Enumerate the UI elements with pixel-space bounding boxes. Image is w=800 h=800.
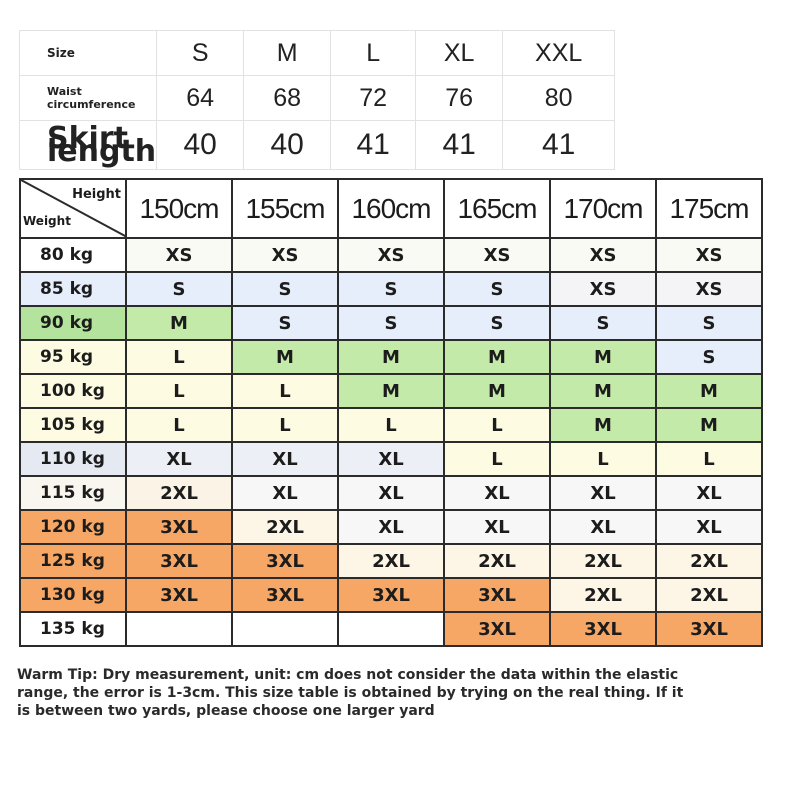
size-chart-row [20,306,762,340]
size-chart-row [20,238,762,272]
weight-label: 105 kg [20,408,126,442]
size-chart-row [20,476,762,510]
weight-label: 100 kg [20,374,126,408]
size-cell: XS [232,238,338,272]
skirt-length-row [20,121,615,170]
skirt-length-value: 40 [157,121,244,170]
size-cell: S [232,306,338,340]
size-cell: 2XL [656,544,762,578]
size-cell: XS [550,238,656,272]
size-cell: S [338,272,444,306]
size-cell: M [232,340,338,374]
size-cell: 2XL [126,476,232,510]
weight-label: 125 kg [20,544,126,578]
height-header: 175cm [656,179,762,238]
height-header: 155cm [232,179,338,238]
weight-label: 135 kg [20,612,126,646]
weight-label: 95 kg [20,340,126,374]
size-cell: XL [126,442,232,476]
size-cell: XL [550,476,656,510]
size-cell: 3XL [338,578,444,612]
size-label: XL [416,31,503,76]
size-cell: XL [444,476,550,510]
waist-value: 72 [331,76,416,121]
skirt-length-label: Skirt length [20,121,157,170]
skirt-length-value: 41 [331,121,416,170]
size-cell: M [550,374,656,408]
size-cell: XS [338,238,444,272]
size-label: L [331,31,416,76]
size-cell: S [232,272,338,306]
size-cell: XS [550,272,656,306]
size-cell: 3XL [656,612,762,646]
height-header: 150cm [126,179,232,238]
height-header: 165cm [444,179,550,238]
size-label: XXL [503,31,615,76]
size-cell: 2XL [656,578,762,612]
size-cell: L [126,374,232,408]
size-label: S [157,31,244,76]
waist-value: 64 [157,76,244,121]
waist-value: 80 [503,76,615,121]
size-chart-table [19,178,763,647]
size-cell: M [656,374,762,408]
weight-label: 130 kg [20,578,126,612]
size-cell: XL [656,510,762,544]
size-cell: M [656,408,762,442]
size-chart-row [20,340,762,374]
size-cell: M [126,306,232,340]
measurement-header-row [20,31,615,76]
size-cell: XS [656,238,762,272]
size-cell: 2XL [232,510,338,544]
size-cell: L [656,442,762,476]
size-cell: 3XL [126,544,232,578]
size-chart-row [20,374,762,408]
weight-label: 115 kg [20,476,126,510]
size-cell: S [444,272,550,306]
size-cell: XL [444,510,550,544]
weight-label: 80 kg [20,238,126,272]
size-chart-row [20,510,762,544]
size-cell: L [444,408,550,442]
size-cell: 3XL [550,612,656,646]
size-cell: S [338,306,444,340]
size-cell: XL [550,510,656,544]
size-cell [232,612,338,646]
size-cell: XL [338,476,444,510]
size-cell: XL [232,442,338,476]
size-cell: 2XL [550,578,656,612]
size-cell: M [444,340,550,374]
size-cell: 3XL [232,578,338,612]
size-cell: S [126,272,232,306]
waist-value: 76 [416,76,503,121]
size-cell: XL [338,510,444,544]
size-chart-row [20,578,762,612]
size-cell: M [338,374,444,408]
waist-row [20,76,615,121]
size-cell: L [550,442,656,476]
size-cell: XS [126,238,232,272]
size-cell: S [656,306,762,340]
corner-cell [20,179,126,238]
size-chart-row [20,544,762,578]
waist-value: 68 [244,76,331,121]
size-chart-row [20,272,762,306]
size-cell: S [444,306,550,340]
corner-weight-label: Weight [23,214,71,228]
size-cell: M [444,374,550,408]
corner-height-label: Height [72,187,121,202]
size-cell: 2XL [550,544,656,578]
size-header-label: Size [20,31,157,76]
warm-tip-note: Warm Tip: Dry measurement, unit: cm does not consider the data within the elastic range, the error is 1-3cm. This size table is obtained by trying on the real thing. If it is between two yards, please choose one larger yard [17,667,684,719]
size-cell: XS [444,238,550,272]
weight-label: 85 kg [20,272,126,306]
size-cell: S [550,306,656,340]
size-cell: L [338,408,444,442]
size-cell: 3XL [444,612,550,646]
size-cell: XL [232,476,338,510]
size-cell: S [656,340,762,374]
size-cell: 2XL [444,544,550,578]
size-cell: XL [656,476,762,510]
weight-label: 90 kg [20,306,126,340]
size-cell: 3XL [126,510,232,544]
skirt-length-value: 40 [244,121,331,170]
weight-label: 120 kg [20,510,126,544]
size-cell: L [444,442,550,476]
size-cell [126,612,232,646]
size-cell: 3XL [126,578,232,612]
size-cell: L [126,340,232,374]
size-cell: XS [656,272,762,306]
height-header-row [20,179,762,238]
weight-label: 110 kg [20,442,126,476]
size-cell: M [550,340,656,374]
height-header: 160cm [338,179,444,238]
skirt-length-value: 41 [416,121,503,170]
size-chart-body [20,238,762,646]
measurement-table [19,30,615,170]
size-chart-row [20,612,762,646]
size-cell [338,612,444,646]
size-chart-row [20,442,762,476]
size-cell: XL [338,442,444,476]
size-cell: M [338,340,444,374]
size-cell: M [550,408,656,442]
size-cell: 3XL [444,578,550,612]
size-cell: 3XL [232,544,338,578]
size-cell: L [232,374,338,408]
height-header: 170cm [550,179,656,238]
skirt-length-value: 41 [503,121,615,170]
size-cell: L [232,408,338,442]
waist-label: Waist circumference [20,76,157,121]
size-label: M [244,31,331,76]
size-chart-row [20,408,762,442]
size-cell: L [126,408,232,442]
size-cell: 2XL [338,544,444,578]
